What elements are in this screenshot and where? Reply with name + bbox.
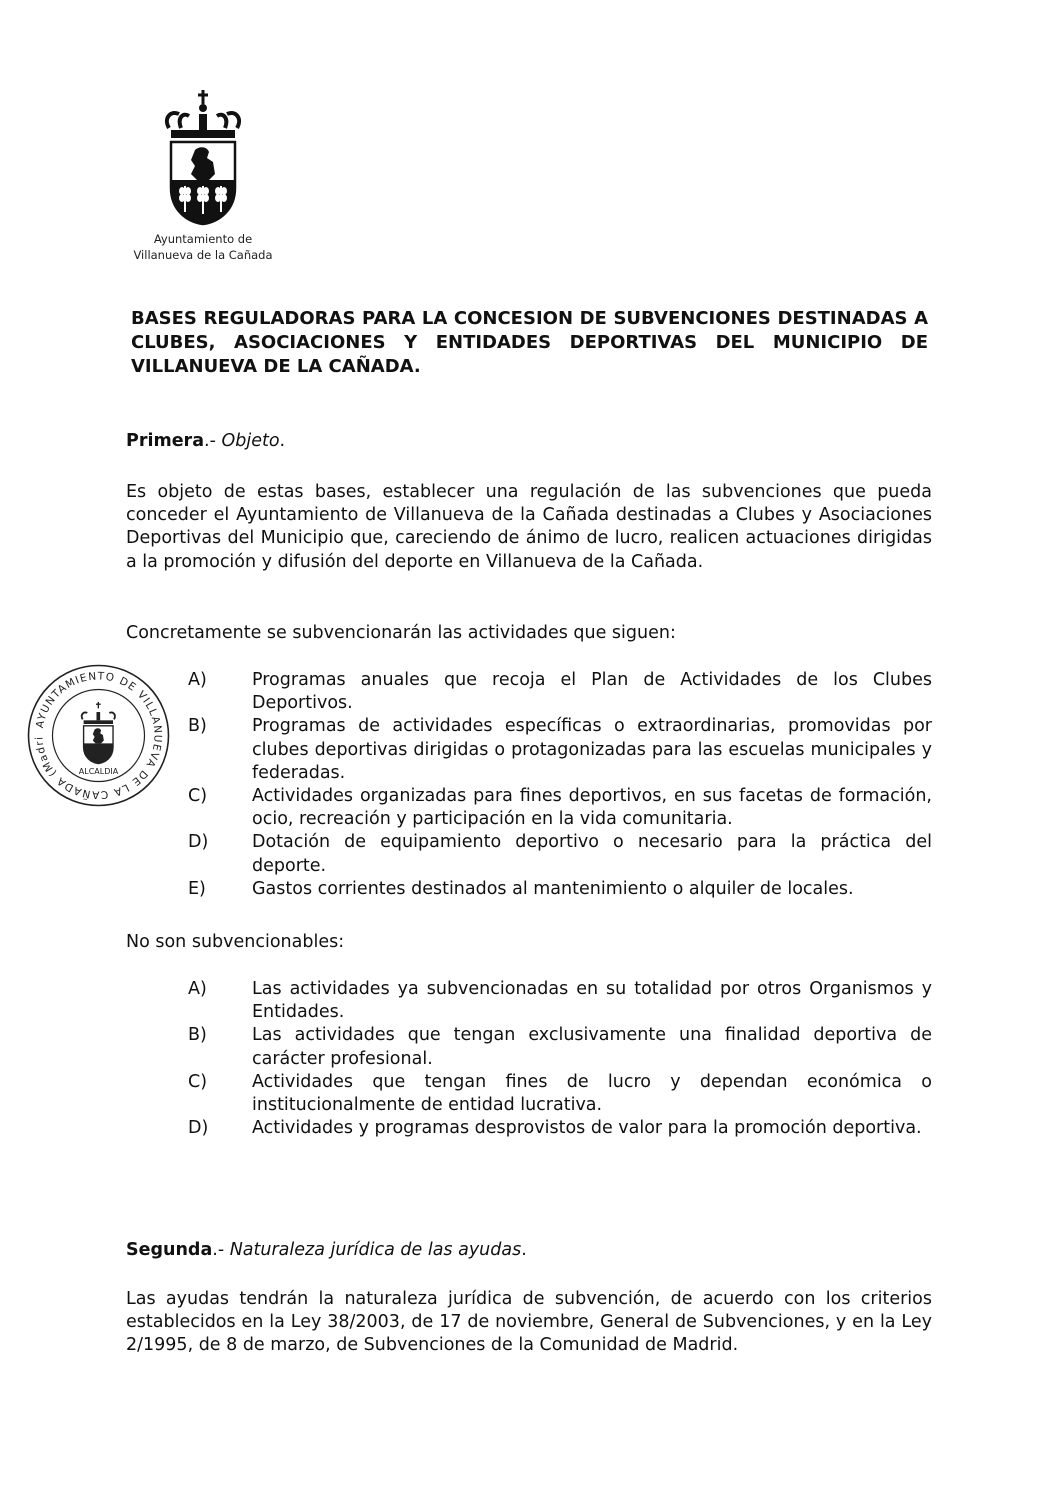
list-item bbox=[188, 978, 932, 1024]
list-item-text: Gastos corrientes destinados al mantenimiento o alquiler de locales. bbox=[252, 878, 854, 899]
list-item-text: Programas de actividades específicas o extraordinarias, promovidas por clubes deportivas dirigidas o protagonizadas para las escuelas municipales y federadas. bbox=[252, 716, 932, 783]
subsidized-activities-list bbox=[188, 669, 932, 901]
list-item-letter: A) bbox=[188, 979, 207, 999]
subsidized-intro: Concretamente se subvencionarán las actividades que siguen: bbox=[126, 623, 676, 643]
list-item bbox=[188, 669, 932, 715]
list-item-letter: B) bbox=[188, 1025, 207, 1046]
list-item-text: Actividades y programas desprovistos de valor para la promoción deportiva. bbox=[252, 1118, 922, 1139]
list-item bbox=[188, 831, 932, 877]
logo-caption-line1: Ayuntamiento de bbox=[153, 232, 253, 246]
official-seal-stamp-icon bbox=[26, 663, 171, 808]
not-subsidized-activities-list bbox=[188, 978, 932, 1140]
logo-caption bbox=[128, 231, 278, 263]
section-heading-segunda bbox=[126, 1239, 527, 1262]
list-item bbox=[188, 1071, 932, 1117]
section-number: Segunda bbox=[126, 1240, 213, 1260]
list-item-text: Actividades organizadas para fines deportivos, en sus facetas de formación, ocio, recreación y participación en la vida comunitaria. bbox=[252, 786, 932, 830]
section1-paragraph: Es objeto de estas bases, establecer una regulación de las subvenciones que pueda conceder el Ayuntamiento de Villanueva de la Cañada destinadas a Clubes y Asociaciones Deportivas del Municipio que, careciendo de ánimo de lucro, realicen actuaciones dirigidas a la promoción y difusión del deporte en Villanueva de la Cañada. bbox=[126, 482, 932, 572]
list-item bbox=[188, 785, 932, 831]
list-item-text: Dotación de equipamiento deportivo o necesario para la práctica del deporte. bbox=[252, 832, 932, 876]
municipal-logo bbox=[128, 88, 278, 263]
list-item-letter: D) bbox=[188, 832, 209, 853]
list-item-text: Actividades que tengan fines de lucro y dependan económica o institucionalmente de entidad lucrativa. bbox=[252, 1071, 932, 1116]
section-heading-end: . bbox=[279, 431, 286, 451]
list-item-text: Las actividades que tengan exclusivamente una finalidad deportiva de carácter profesional. bbox=[252, 1025, 932, 1069]
section-subject: Naturaleza jurídica de las ayudas bbox=[229, 1240, 522, 1260]
stamp-center-label: ALCALDIA bbox=[78, 767, 119, 776]
list-item-letter: C) bbox=[188, 786, 208, 807]
section-heading-end: . bbox=[521, 1240, 527, 1260]
list-item bbox=[188, 878, 932, 901]
logo-caption-line2: Villanueva de la Cañada bbox=[133, 248, 273, 262]
list-item bbox=[188, 715, 932, 785]
section-subject: Objeto bbox=[221, 431, 280, 451]
section-heading-primera bbox=[126, 430, 285, 453]
list-item bbox=[188, 1024, 932, 1070]
list-item-letter: E) bbox=[188, 878, 206, 899]
list-item-letter: A) bbox=[188, 670, 207, 690]
list-item bbox=[188, 1117, 932, 1140]
document-title: BASES REGULADORAS PARA LA CONCESION DE SUBVENCIONES DESTINADAS A CLUBES, ASOCIACIONES Y ENTIDADES DEPORTIVAS DEL MUNICIPIO DE VILLANUEVA DE LA CAÑADA. bbox=[131, 308, 928, 377]
stamp-ring-text: AYUNTAMIENTO DE VILLANUEVA DE LA CAÑADA (Madri bbox=[33, 670, 164, 801]
list-item-letter: D) bbox=[188, 1118, 209, 1139]
municipal-coat-of-arms-icon bbox=[161, 88, 245, 226]
official-seal-stamp bbox=[26, 663, 171, 808]
section-separator: .- bbox=[204, 431, 222, 451]
list-item-text: Las actividades ya subvencionadas en su totalidad por otros Organismos y Entidades. bbox=[252, 979, 932, 1023]
list-item-text: Programas anuales que recoja el Plan de Actividades de los Clubes Deportivos. bbox=[252, 670, 932, 714]
not-subsidized-intro: No son subvencionables: bbox=[126, 932, 345, 952]
section-number: Primera bbox=[126, 431, 204, 451]
list-item-letter: C) bbox=[188, 1071, 208, 1092]
section-separator: .- bbox=[212, 1240, 230, 1260]
section2-paragraph: Las ayudas tendrán la naturaleza jurídica de subvención, de acuerdo con los criterios establecidos en la Ley 38/2003, de 17 de noviembre, General de Subvenciones, y en la Ley 2/1995, de 8 de marzo, de Subvenciones de la Comunidad de Madrid. bbox=[126, 1289, 932, 1356]
list-item-letter: B) bbox=[188, 716, 207, 737]
